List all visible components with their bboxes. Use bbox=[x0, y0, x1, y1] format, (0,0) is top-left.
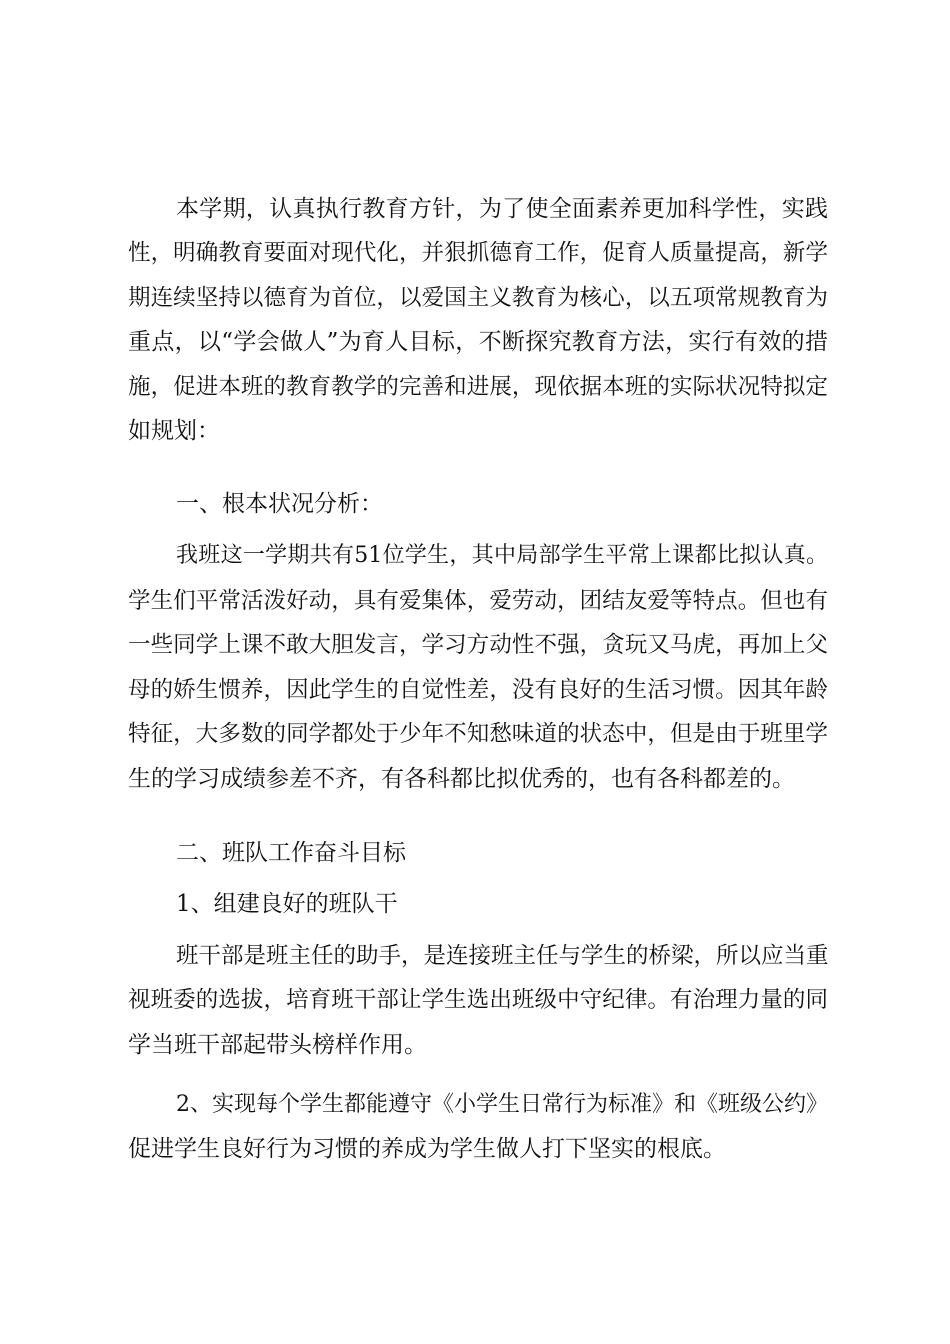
intro-line-6: 如规划： bbox=[128, 418, 220, 444]
intro-line-1: 本学期，认真执行教育方针，为了使全面素养更加科学性，实践 bbox=[176, 196, 828, 222]
situation-line-5: 特征，大多数的同学都处于少年不知愁味道的状态中，但是由于班里学 bbox=[128, 721, 828, 747]
intro-line-3: 期连续坚持以德育为首位，以爱国主义教育为核心，以五项常规教育为 bbox=[128, 285, 828, 311]
goal-1-line-1: 班干部是班主任的助手，是连接班主任与学生的桥梁，所以应当重 bbox=[176, 943, 829, 969]
section-2-heading: 二、班队工作奋斗目标 bbox=[176, 840, 406, 866]
goal-1-heading: 1、组建良好的班队干 bbox=[176, 891, 398, 917]
goal-1-line-2: 视班委的选拔，培育班干部让学生选出班级中守纪律。有治理力量的同 bbox=[128, 987, 828, 1013]
goal-2-line-2: 促进学生良好行为习惯的养成为学生做人打下坚实的根底。 bbox=[128, 1136, 726, 1162]
situation-line-1: 我班这一学期共有51位学生，其中局部学生平常上课都比拟认真。 bbox=[176, 543, 828, 568]
intro-line-2: 性，明确教育要面对现代化，并狠抓德育工作，促育人质量提高，新学 bbox=[128, 240, 828, 266]
goal-2-line-1: 2、实现每个学生都能遵守《小学生日常行为标准》和《班级公约》 bbox=[176, 1092, 828, 1117]
goal-1-line-3: 学当班干部起带头榜样作用。 bbox=[128, 1032, 427, 1058]
situation-line-2: 学生们平常活泼好动，具有爱集体，爱劳动，团结友爱等特点。但也有 bbox=[128, 588, 828, 614]
situation-line-4: 母的娇生惯养，因此学生的自觉性差，没有良好的生活习惯。因其年龄 bbox=[128, 677, 828, 703]
situation-line-3: 一些同学上课不敢大胆发言，学习方动性不强，贪玩又马虎，再加上父 bbox=[128, 632, 828, 658]
situation-line-6: 生的学习成绩参差不齐，有各科都比拟优秀的，也有各科都差的。 bbox=[128, 766, 795, 792]
intro-line-5: 施，促进本班的教育教学的完善和进展，现依据本班的实际状况特拟定 bbox=[128, 374, 828, 400]
section-1-heading: 一、根本状况分析： bbox=[176, 491, 383, 517]
intro-line-4: 重点，以“学会做人”为育人目标，不断探究教育方法，实行有效的措 bbox=[128, 329, 828, 355]
